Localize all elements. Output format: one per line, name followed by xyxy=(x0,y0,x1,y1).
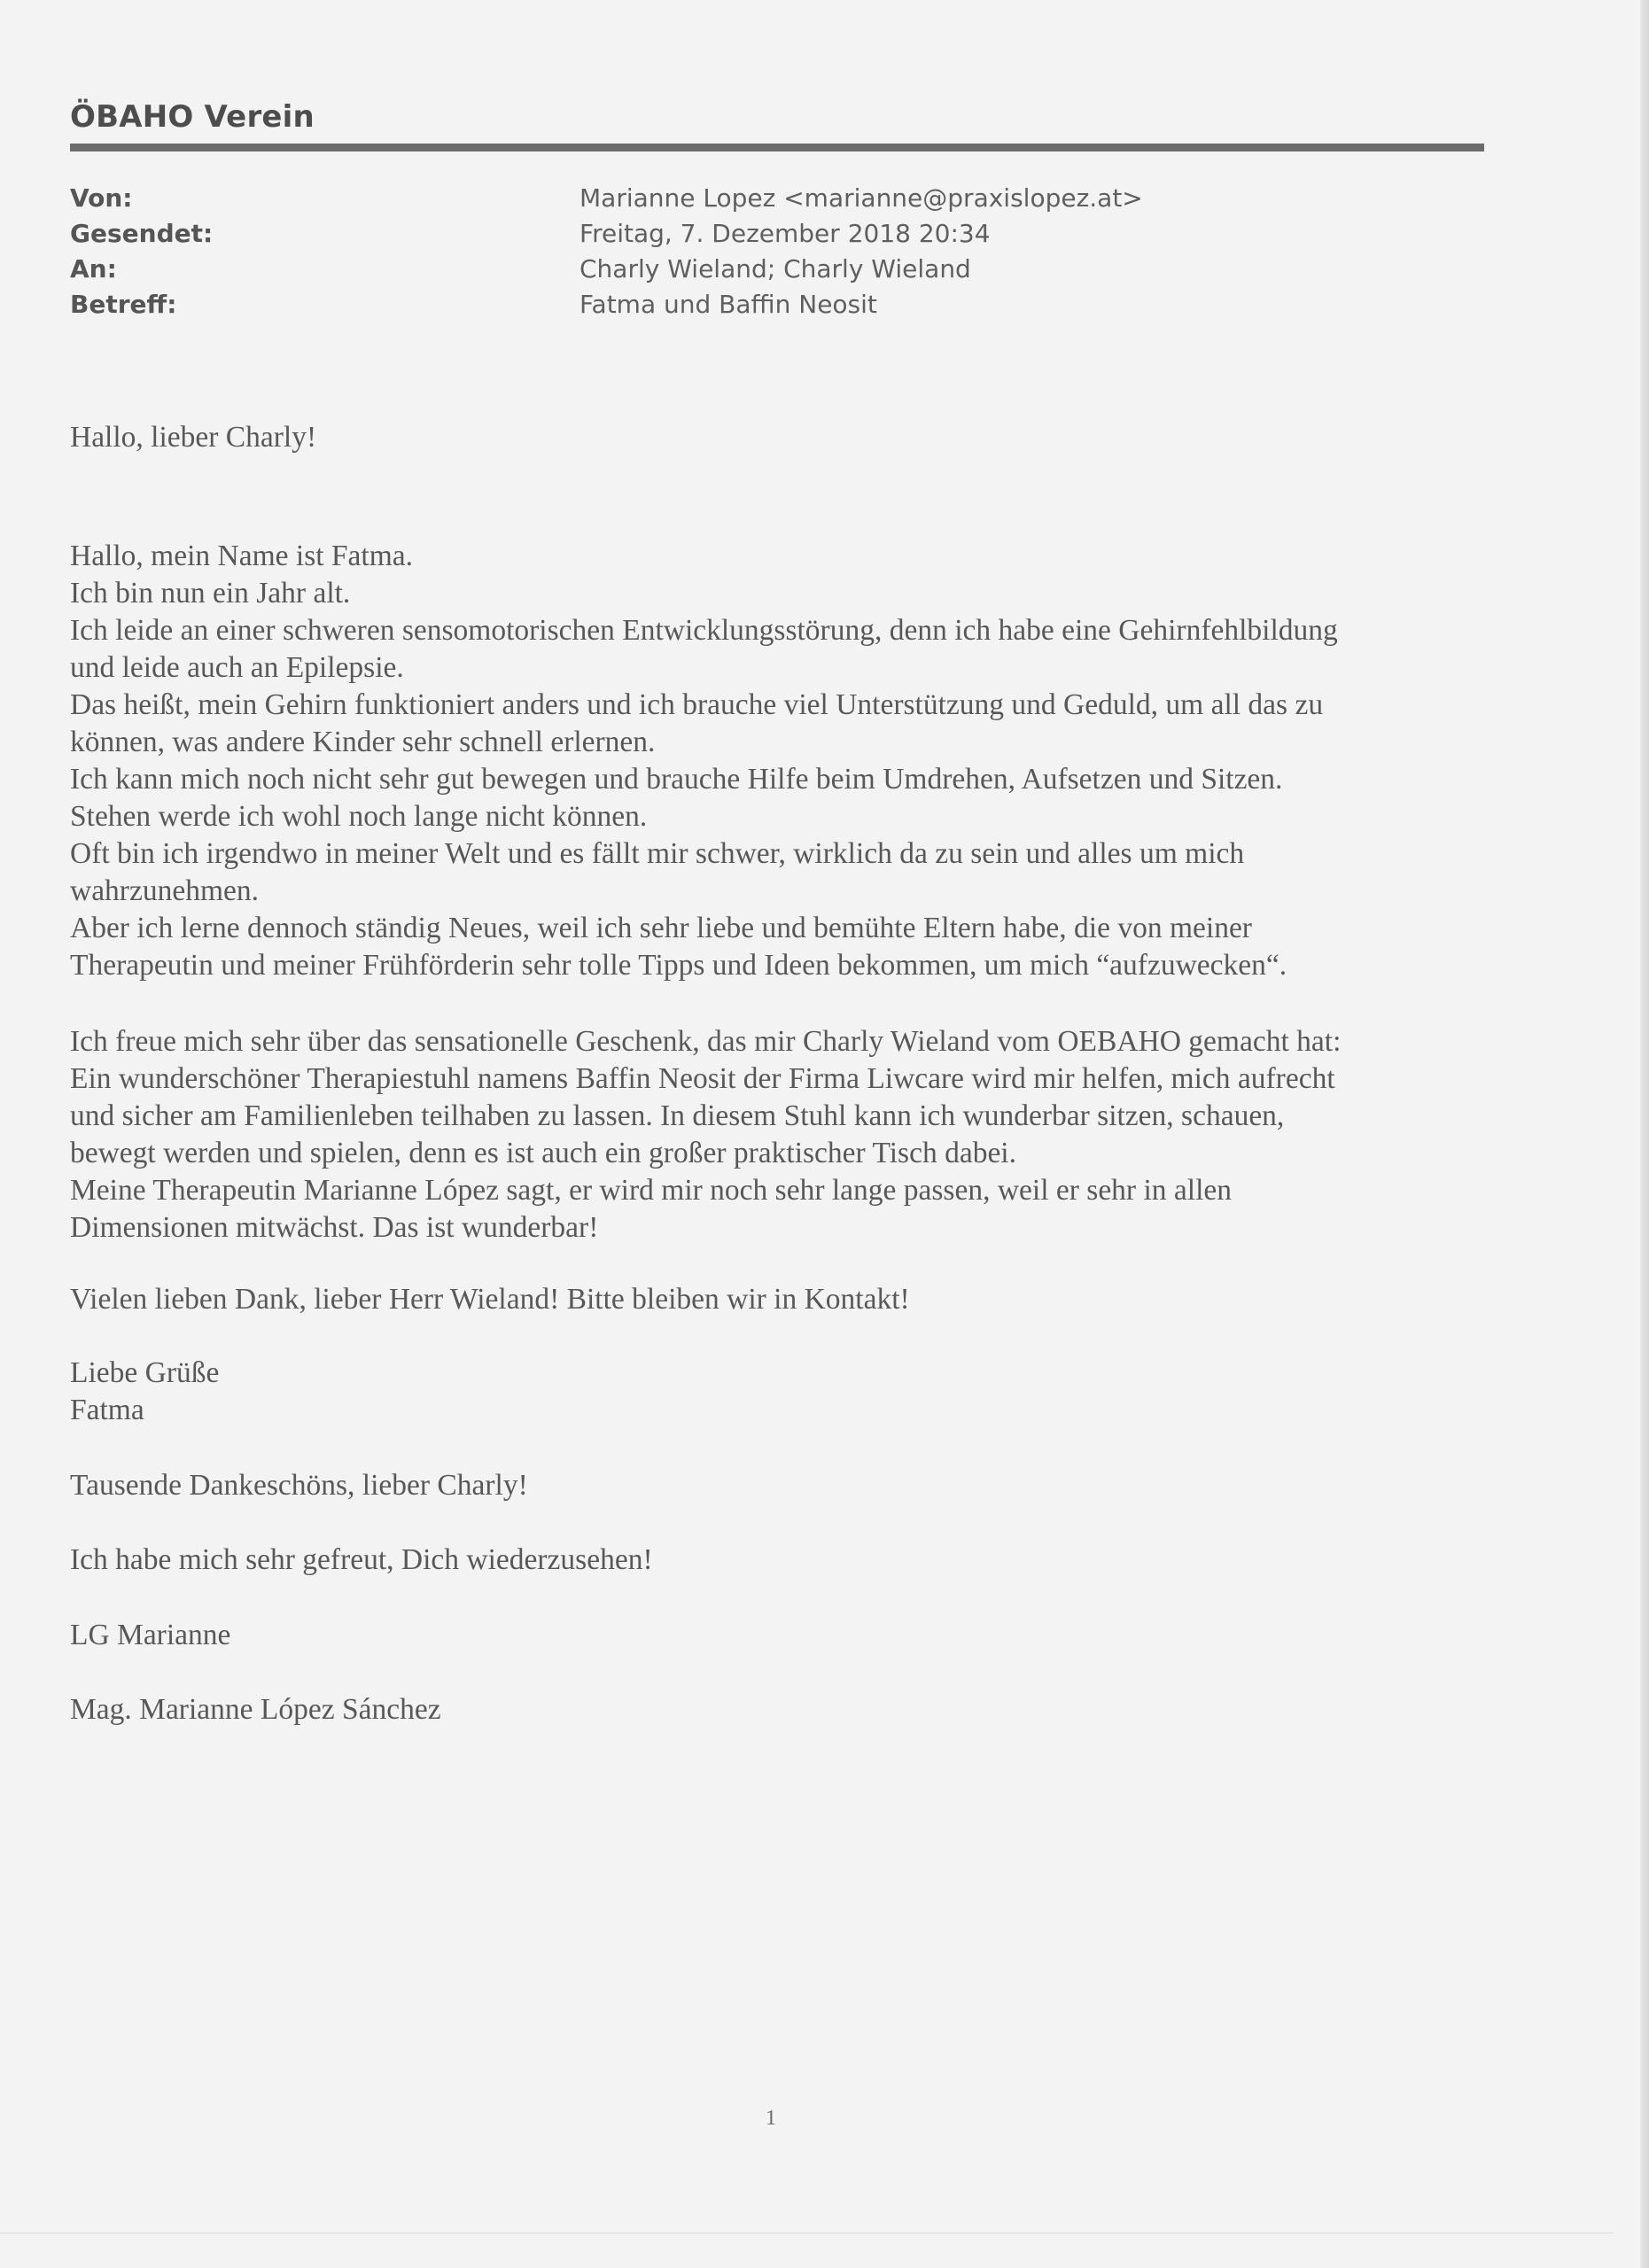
header-value-to: Charly Wieland; Charly Wieland xyxy=(579,254,971,284)
header-label-to: An: xyxy=(70,254,117,284)
paragraph-intro xyxy=(70,538,1488,984)
organization-title: ÖBAHO Verein xyxy=(70,99,315,135)
sign-off xyxy=(70,1617,1488,1654)
paragraph-line: bewegt werden und spielen, denn es ist auch ein großer praktischer Tisch dabei. xyxy=(70,1137,1016,1169)
postscript-reunion xyxy=(70,1542,1488,1579)
sign-off-text: LG Marianne xyxy=(70,1619,231,1651)
greeting-line: Hallo, lieber Charly! xyxy=(70,421,317,454)
postscript-thanks-text: Tausende Dankeschöns, lieber Charly! xyxy=(70,1469,528,1502)
paragraph-gift xyxy=(70,1023,1488,1247)
title-rule xyxy=(70,144,1484,151)
closing-name: Fatma xyxy=(70,1394,144,1426)
paragraph-line: Das heißt, mein Gehirn funktioniert anders und ich brauche viel Unterstützung und Geduld, um all das zu xyxy=(70,688,1324,721)
paragraph-line: Dimensionen mitwächst. Das ist wunderbar! xyxy=(70,1211,599,1244)
email-headers xyxy=(70,181,1143,322)
closing-line: Liebe Grüße xyxy=(70,1356,220,1389)
paragraph-line: Ein wunderschöner Therapiestuhl namens Baffin Neosit der Firma Liwcare wird mir helfen, mich aufrecht xyxy=(70,1062,1335,1095)
thanks-text: Vielen lieben Dank, lieber Herr Wieland! Bitte bleiben wir in Kontakt! xyxy=(70,1283,910,1316)
paragraph-line: Aber ich lerne dennoch ständig Neues, weil ich sehr liebe und bemühte Eltern habe, die von meiner xyxy=(70,912,1252,944)
thanks-line xyxy=(70,1281,1488,1318)
header-row-sent xyxy=(70,216,1143,252)
header-row-subject xyxy=(70,287,1143,322)
header-row-to xyxy=(70,252,1143,287)
postscript-thanks xyxy=(70,1467,1488,1504)
paragraph-line: Oft bin ich irgendwo in meiner Welt und es fällt mir schwer, wirklich da zu sein und alles um mich xyxy=(70,837,1245,870)
header-row-from xyxy=(70,181,1143,216)
paragraph-line: Therapeutin und meiner Frühförderin sehr tolle Tipps und Ideen bekommen, um mich “aufzuwecken“. xyxy=(70,949,1287,982)
paragraph-line: Stehen werde ich wohl noch lange nicht können. xyxy=(70,800,648,833)
paragraph-line: Ich kann mich noch nicht sehr gut bewegen und brauche Hilfe beim Umdrehen, Aufsetzen und Sitzen. xyxy=(70,763,1283,796)
greeting xyxy=(70,419,1488,456)
paragraph-line: Ich freue mich sehr über das sensationelle Geschenk, das mir Charly Wieland vom OEBAHO gemacht hat: xyxy=(70,1025,1342,1058)
page-edge-shadow xyxy=(1640,0,1649,2268)
header-label-sent: Gesendet: xyxy=(70,219,214,248)
header-value-subject: Fatma und Baffin Neosit xyxy=(579,290,877,319)
header-label-subject: Betreff: xyxy=(70,290,177,319)
paragraph-line: und leide auch an Epilepsie. xyxy=(70,651,404,684)
signature xyxy=(70,1691,1488,1728)
paragraph-line: Ich bin nun ein Jahr alt. xyxy=(70,577,351,610)
header-label-from: Von: xyxy=(70,183,133,213)
signature-text: Mag. Marianne López Sánchez xyxy=(70,1693,441,1726)
paragraph-line: können, was andere Kinder sehr schnell erlernen. xyxy=(70,726,656,758)
paragraph-line: und sicher am Familienleben teilhaben zu lassen. In diesem Stuhl kann ich wunderbar sitzen, schauen, xyxy=(70,1099,1285,1132)
header-value-from: Marianne Lopez <marianne@praxislopez.at> xyxy=(579,183,1143,213)
paragraph-line: Meine Therapeutin Marianne López sagt, er wird mir noch sehr lange passen, weil er sehr in allen xyxy=(70,1174,1232,1207)
postscript-reunion-text: Ich habe mich sehr gefreut, Dich wiederzusehen! xyxy=(70,1543,653,1576)
closing xyxy=(70,1355,1488,1429)
page-number: 1 xyxy=(766,2107,776,2130)
header-value-sent: Freitag, 7. Dezember 2018 20:34 xyxy=(579,219,991,248)
paragraph-line: wahrzunehmen. xyxy=(70,874,260,907)
paragraph-line: Ich leide an einer schweren sensomotorischen Entwicklungsstörung, denn ich habe eine Gehirnfehlbildung xyxy=(70,614,1338,647)
paragraph-line: Hallo, mein Name ist Fatma. xyxy=(70,540,414,572)
